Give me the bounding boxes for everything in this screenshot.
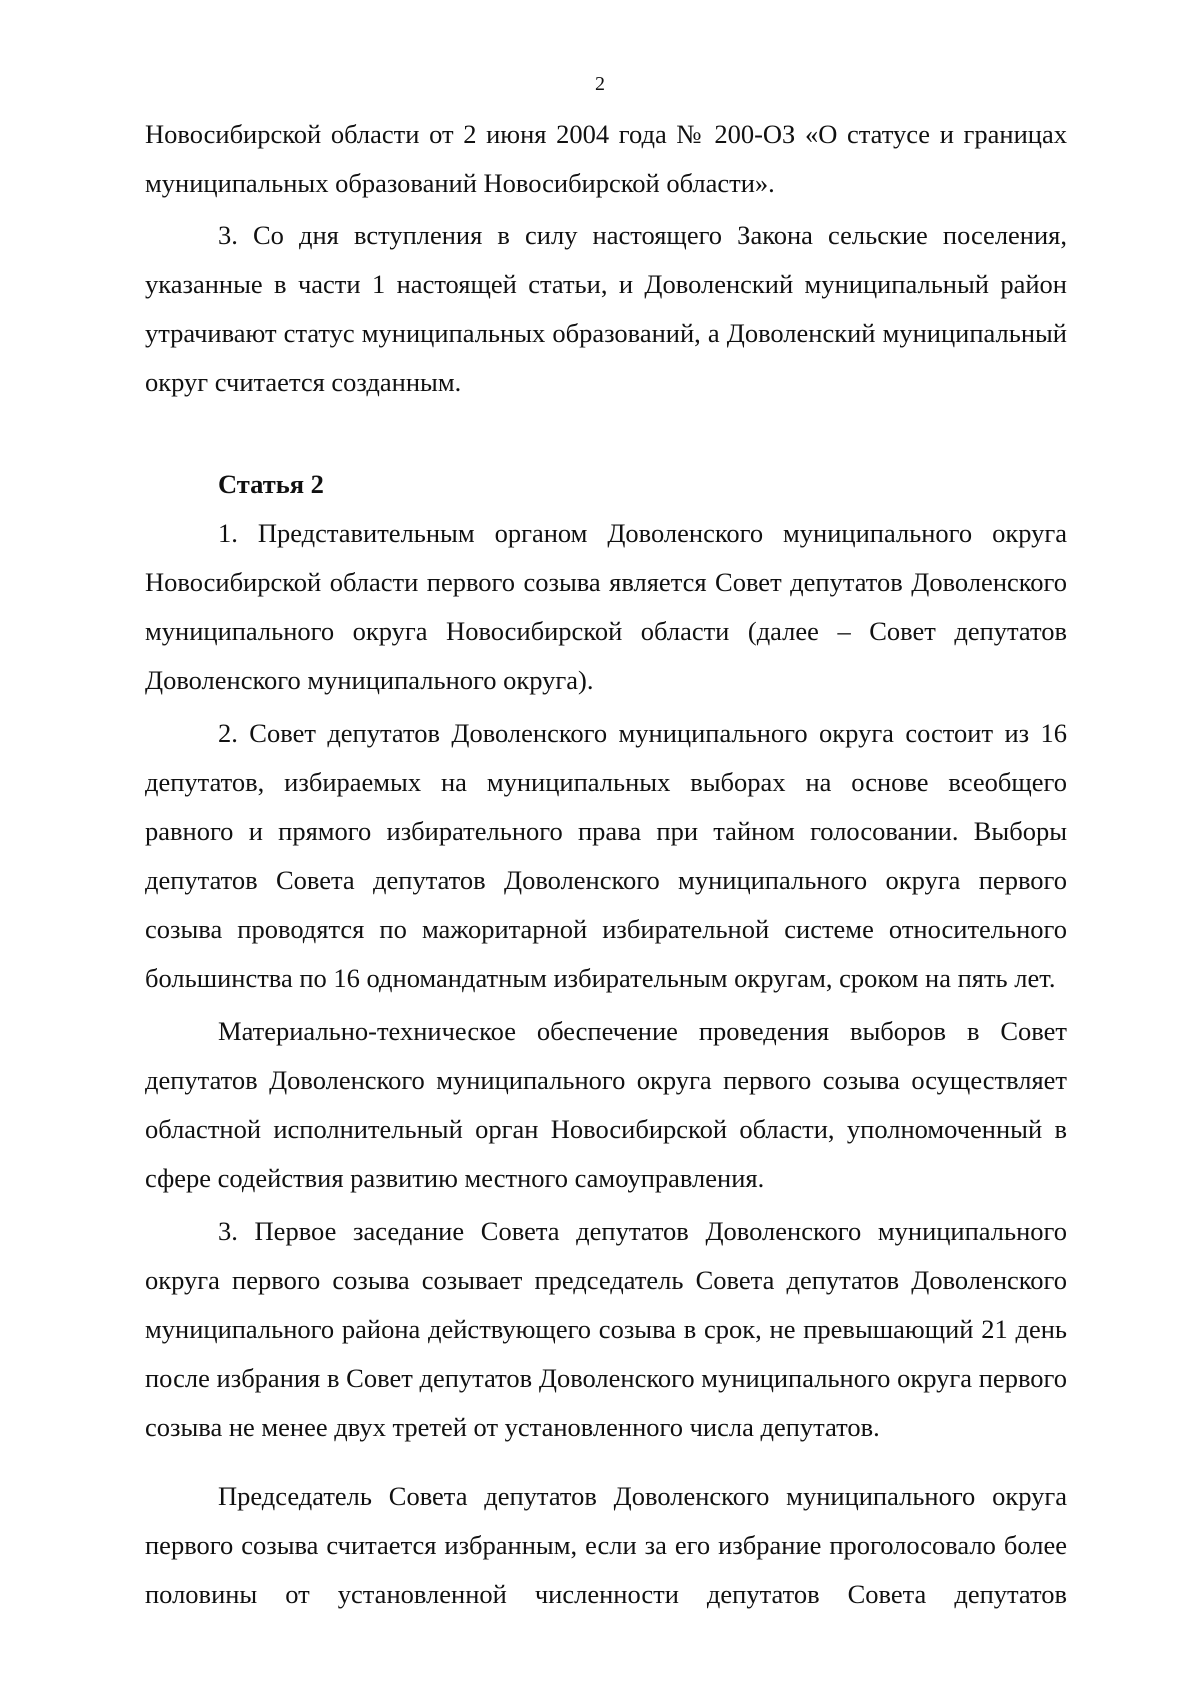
paragraph-article2-part2: 2. Совет депутатов Доволенского муниципального округа состоит из 16 депутатов, избираемых на муниципальных выборах на основе всеобщего равного и прямого избирательного права при тайном голосовании. Выборы депутатов Совета депутатов Доволенского муниципального округа первого созыва проводятся по мажоритарной избирательной системе относительного большинства по 16 одномандатным избирательным округам, сроком на пять лет. [145, 718, 1067, 993]
paragraph-article2-part1: 1. Представительным органом Доволенского муниципального округа Новосибирской области первого созыва является Совет депутатов Доволенского муниципального округа Новосибирской области (далее – Совет депутатов Доволенского муниципального округа). [145, 518, 1067, 695]
paragraph-article2-part3: 3. Первое заседание Совета депутатов Доволенского муниципального округа первого созыва созывает председатель Совета депутатов Доволенского муниципального района действующего созыва в срок, не превышающий 21 день после избрания в Совет депутатов Доволенского муниципального округа первого созыва не менее двух третей от установленного числа депутатов. [145, 1216, 1067, 1442]
paragraph-article2-part2-material: Материально-техническое обеспечение проведения выборов в Совет депутатов Доволенского муниципального округа первого созыва осуществляет областной исполнительный орган Новосибирской области, уполномоченный в сфере содействия развитию местного самоуправления. [145, 1016, 1067, 1193]
paragraph-article1-part3: 3. Со дня вступления в силу настоящего Закона сельские поселения, указанные в части 1 настоящей статьи, и Доволенский муниципальный район утрачивают статус муниципальных образований, а Доволенский муниципальный округ считается созданным. [145, 220, 1067, 397]
page-number: 2 [595, 73, 605, 95]
document-body [145, 110, 1067, 1619]
article-heading: Статья 2 [218, 469, 324, 499]
paragraph-continuation: Новосибирской области от 2 июня 2004 года № 200-ОЗ «О статусе и границах муниципальных образований Новосибирской области». [145, 119, 1067, 198]
paragraph-article2-part3-chairman: Председатель Совета депутатов Доволенского муниципального округа первого созыва считается избранным, если за его избрание проголосовало более половины от установленной численности депутатов Совета депутатов [145, 1481, 1067, 1609]
